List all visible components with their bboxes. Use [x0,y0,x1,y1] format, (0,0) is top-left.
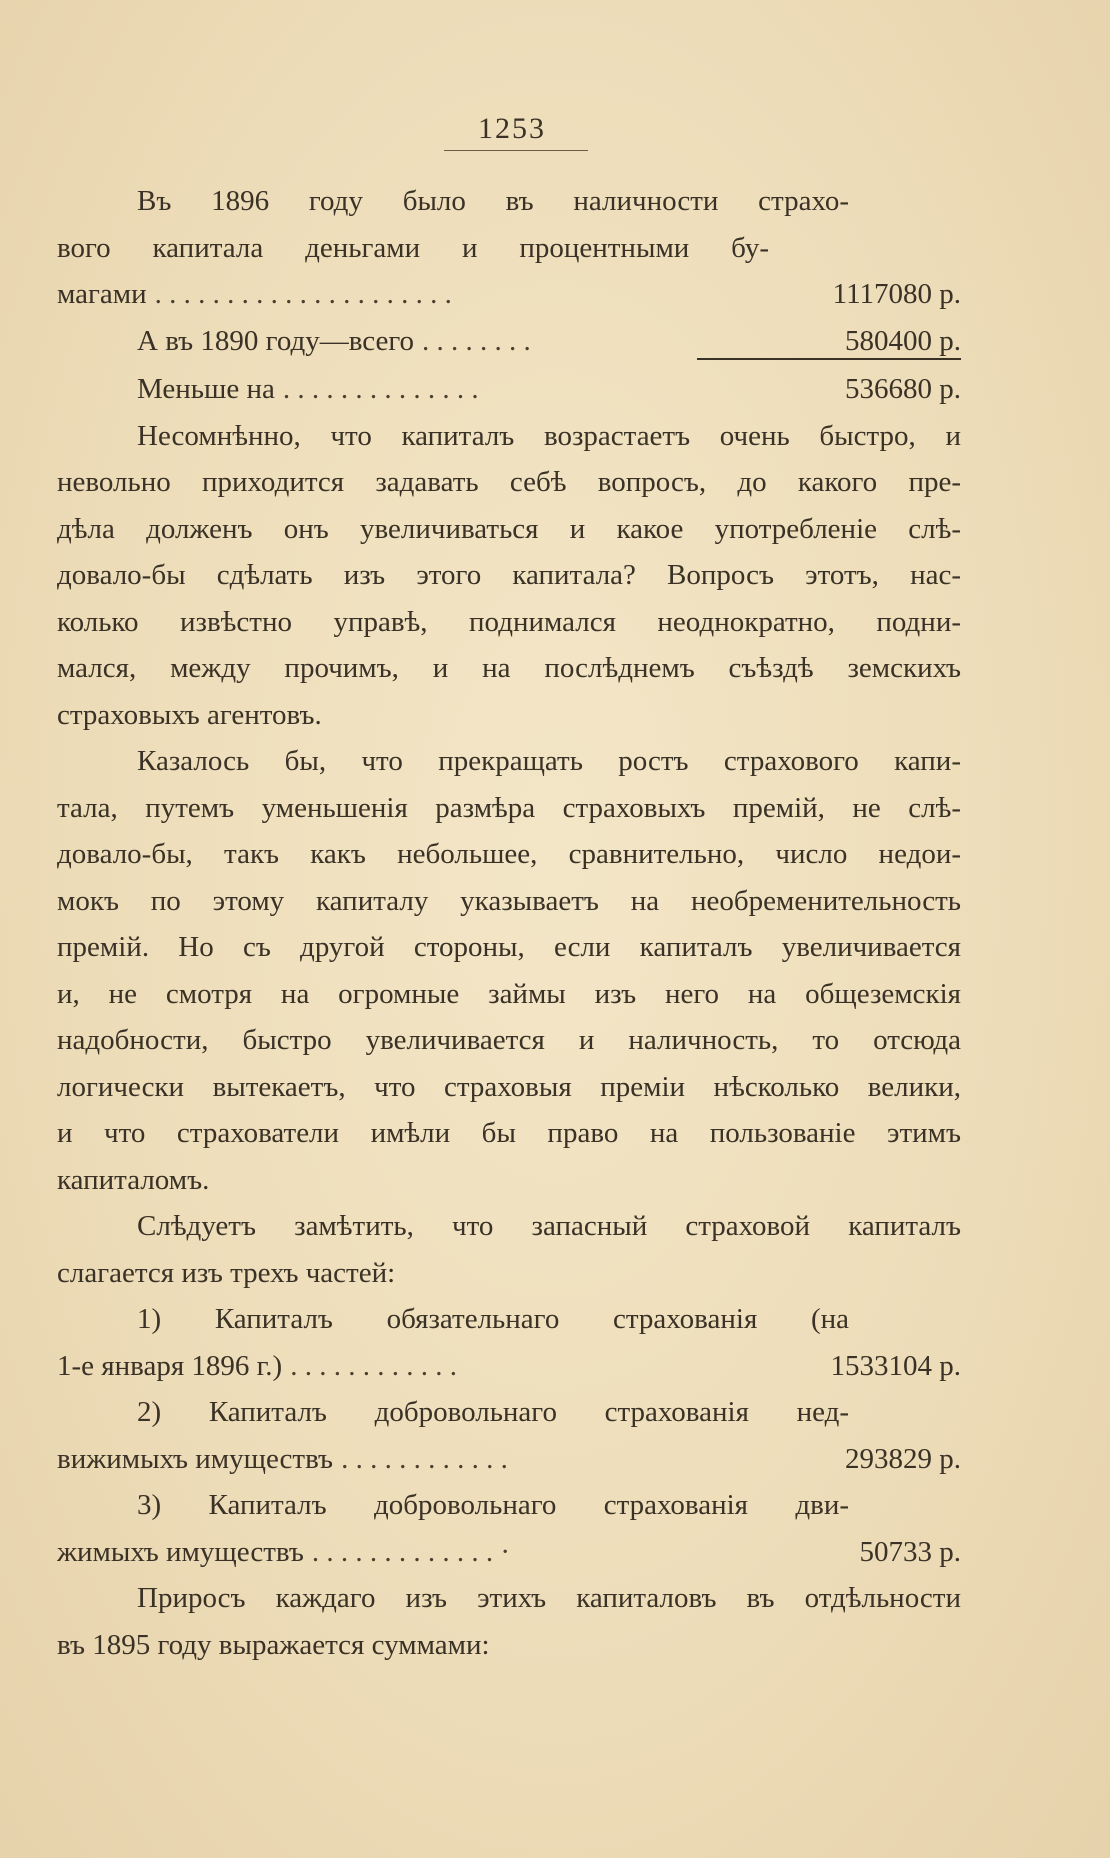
text-line: Приросъ каждаго изъ этихъ капиталовъ въ отдѣльности [137,1582,961,1614]
text-line: колько извѣстно управѣ, поднимался неоднократно, подни- [57,605,961,638]
ledger-label: А въ 1890 году—всего [137,324,415,357]
text-line: довало-бы, такъ какъ небольшее, сравнительно, число недои- [57,838,961,870]
ledger-value: 536680 р. [845,373,961,405]
text-line: вого капитала деньгами и процентными бу- [57,231,769,264]
text-line: мался, между прочимъ, и на послѣднемъ съѣздѣ земскихъ [57,652,961,684]
ledger-value: 580400 р. [845,324,961,357]
text-line: 1) Капиталъ обязательнаго страхованія (на [137,1303,849,1335]
text-line: и, не смотря на огромные займы изъ него на общеземскія [57,977,961,1010]
text-line: тала, путемъ уменьшенія размѣра страховыхъ премій, не слѣ- [57,791,961,824]
ledger-value: 50733 р. [859,1535,961,1568]
text-line: 3) Капиталъ добровольнаго страхованія дви- [137,1489,849,1521]
ledger-label: магами [57,278,147,310]
page-number: 1253 [478,112,546,145]
text-line: мокъ по этому капиталу указываетъ на необременительность [57,884,961,917]
text-line: 2) Капиталъ добровольнаго страхованія нед- [137,1396,849,1428]
ledger-row [57,1436,961,1483]
ledger-row [57,1529,961,1576]
text-line: въ 1895 году выражается суммами: [57,1628,490,1661]
ledger-value: 1117080 р. [832,278,961,310]
ledger-value: 293829 р. [845,1442,961,1475]
text-line: Въ 1896 году было въ наличности страхо- [137,185,849,217]
ledger-row [57,366,961,413]
ledger-row [57,1343,961,1390]
body-text [57,178,961,1668]
text-line: дѣла долженъ онъ увеличиваться и какое употребленіе слѣ- [57,512,961,545]
ledger-row [57,271,961,318]
text-line: довало-бы сдѣлать изъ этого капитала? Вопросъ этотъ, нас- [57,559,961,591]
ledger-label: Меньше на [137,373,275,405]
ledger-label: 1-е января 1896 г.) [57,1349,283,1382]
ledger-value: 1533104 р. [830,1349,961,1382]
ledger-row [57,318,961,365]
ledger-label: вижимыхъ имуществъ [57,1442,334,1475]
text-line: логически вытекаетъ, что страховыя преміи нѣсколько велики, [57,1070,961,1103]
text-line: и что страхователи имѣли бы право на пользованіе этимъ [57,1117,961,1149]
text-line: Слѣдуетъ замѣтить, что запасный страховой капиталъ [137,1210,961,1242]
text-line: Казалось бы, что прекращать ростъ страхового капи- [137,745,961,777]
leader-dots: . . . . . . . . . . . . . . [282,373,479,405]
ledger-label: жимыхъ имуществъ [57,1535,304,1568]
text-line: Несомнѣнно, что капиталъ возрастаетъ очень быстро, и [137,419,961,452]
text-line: невольно приходится задавать себѣ вопросъ, до какого пре- [57,466,961,498]
leader-dots: . . . . . . . . [422,324,531,357]
text-line: премій. Но съ другой стороны, если капиталъ увеличивается [57,931,961,963]
text-line: слагается изъ трехъ частей: [57,1256,396,1289]
text-line: надобности, быстро увеличивается и наличность, то отсюда [57,1024,961,1056]
text-line: капиталомъ. [57,1163,210,1196]
leader-dots: . . . . . . . . . . . . [341,1442,508,1475]
leader-dots: . . . . . . . . . . . . . · [311,1535,511,1568]
page-number-rule [444,150,588,151]
text-line: страховыхъ агентовъ. [57,698,322,731]
leader-dots: . . . . . . . . . . . . [290,1349,457,1382]
leader-dots: . . . . . . . . . . . . . . . . . . . . . [154,278,452,310]
